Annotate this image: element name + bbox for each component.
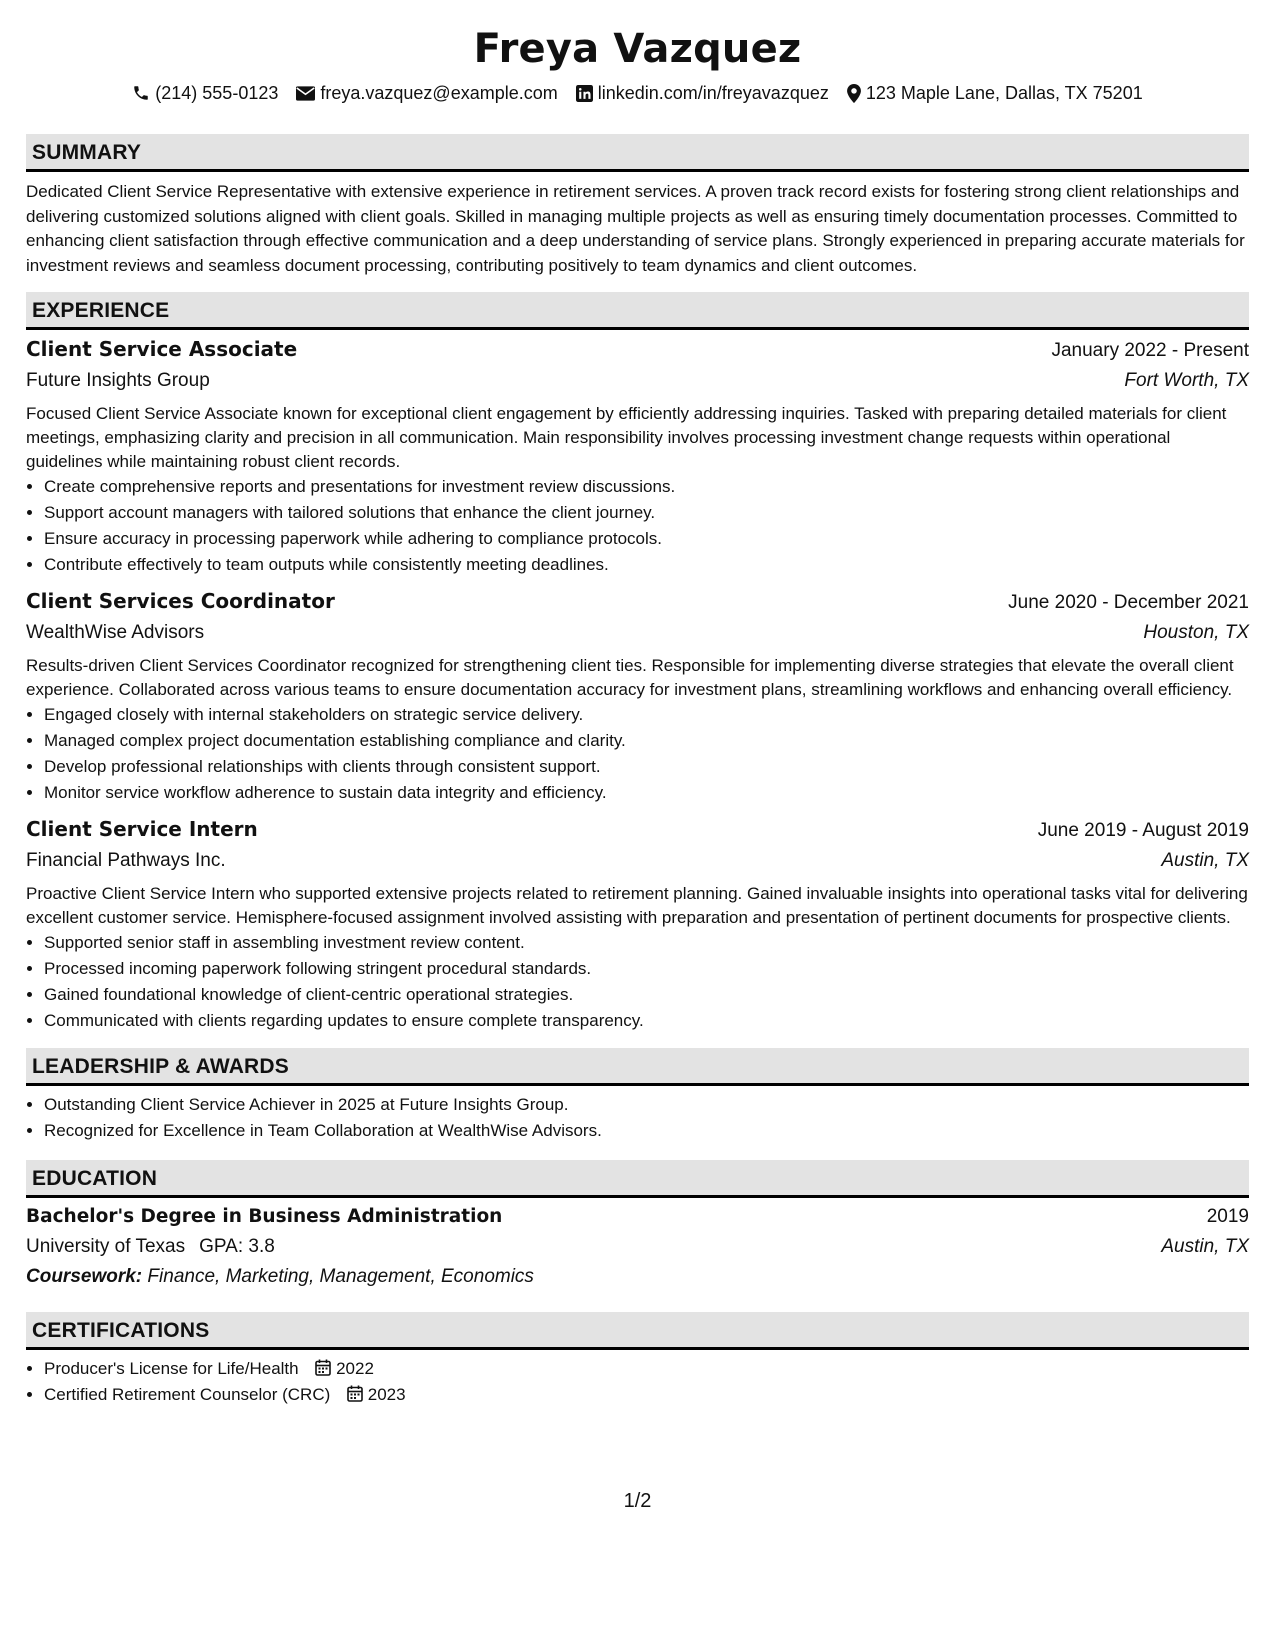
phone-icon xyxy=(132,84,150,102)
job-company: Financial Pathways Inc. xyxy=(26,850,226,871)
job-location: Austin, TX xyxy=(1161,850,1249,871)
coursework-label: Coursework: xyxy=(26,1266,143,1287)
list-item: • Ensure accuracy in processing paperwork while adhering to compliance protocols. xyxy=(44,526,1249,552)
list-item: • Outstanding Client Service Achiever in 2025 at Future Insights Group. xyxy=(44,1092,1249,1118)
list-item xyxy=(44,1356,1249,1382)
job-title: Client Service Associate xyxy=(26,337,298,361)
list-item: • Supported senior staff in assembling investment review content. xyxy=(44,930,1249,956)
contact-address: 123 Maple Lane, Dallas, TX 75201 xyxy=(847,80,1143,106)
job-company: WealthWise Advisors xyxy=(26,622,205,643)
contact-email[interactable]: freya.vazquez@example.com xyxy=(296,80,557,106)
calendar-icon xyxy=(347,1385,368,1404)
list-item: • Contribute effectively to team outputs while consistently meeting deadlines. xyxy=(44,552,1249,578)
job-location: Fort Worth, TX xyxy=(1124,370,1249,391)
certifications-section xyxy=(26,1350,1249,1408)
job-date: January 2022 - Present xyxy=(1051,340,1249,361)
list-item: • Develop professional relationships with clients through consistent support. xyxy=(44,754,1249,780)
experience-section xyxy=(26,330,1249,1034)
job-bullets xyxy=(26,702,1249,806)
candidate-name: Freya Vazquez xyxy=(473,26,802,72)
coursework-line xyxy=(26,1262,1249,1292)
job-entry xyxy=(26,586,1249,806)
calendar-icon xyxy=(315,1359,336,1378)
linkedin-icon xyxy=(576,85,593,102)
job-location: Houston, TX xyxy=(1143,622,1249,643)
contact-bar xyxy=(26,80,1249,106)
job-date: June 2020 - December 2021 xyxy=(1008,592,1249,613)
list-item: • Gained foundational knowledge of client-centric operational strategies. xyxy=(44,982,1249,1008)
job-bullets xyxy=(26,930,1249,1034)
job-entry xyxy=(26,814,1249,1034)
summary-heading: SUMMARY xyxy=(26,134,1249,172)
school-name: University of Texas xyxy=(26,1236,186,1257)
list-item: • Create comprehensive reports and presentations for investment review discussions. xyxy=(44,474,1249,500)
education-section xyxy=(26,1198,1249,1292)
list-item: • Engaged closely with internal stakeholders on strategic service delivery. xyxy=(44,702,1249,728)
job-description: Proactive Client Service Intern who supported extensive projects related to retirement planning. Gained invaluable insights into operational tasks vital for delivering excellent customer service. Hemisphere-focused assignment involved assisting with preparation and presentation of pertinent documents for prospective clients. xyxy=(26,884,1248,927)
job-title: Client Service Intern xyxy=(26,817,258,841)
certification-name: Certified Retirement Counselor (CRC) xyxy=(44,1385,331,1404)
gpa: GPA: 3.8 xyxy=(199,1236,275,1257)
certification-year: 2022 xyxy=(336,1359,374,1378)
contact-linkedin[interactable]: linkedin.com/in/freyavazquez xyxy=(576,80,829,106)
education-heading: EDUCATION xyxy=(26,1160,1249,1198)
map-pin-icon xyxy=(847,84,861,103)
list-item: • Communicated with clients regarding updates to ensure complete transparency. xyxy=(44,1008,1249,1034)
summary-text: Dedicated Client Service Representative with extensive experience in retirement services. A proven track record exists for fostering strong client relationships and delivering customized solutions aligned with client goals. Skilled in managing multiple projects as well as ensuring timely documentation processes. Committed to enhancing client satisfaction through effective communication and a deep understanding of service plans. Strongly experienced in preparing accurate materials for investment reviews and seamless document processing, contributing positively to team dynamics and client outcomes. xyxy=(26,182,1245,275)
certifications-heading: CERTIFICATIONS xyxy=(26,1312,1249,1350)
certification-year: 2023 xyxy=(367,1385,406,1404)
graduation-year: 2019 xyxy=(1206,1206,1249,1227)
job-description: Focused Client Service Associate known for exceptional client engagement by efficiently addressing inquiries. Tasked with preparing detailed materials for client meetings, emphasizing clarity and precision in all communication. Main responsibility involves processing investment change requests within operational guidelines while maintaining robust client records. xyxy=(26,404,1227,471)
degree-title: Bachelor's Degree in Business Administration xyxy=(26,1206,503,1227)
school-location: Austin, TX xyxy=(1161,1236,1249,1257)
job-description: Results-driven Client Services Coordinator recognized for strengthening client ties. Responsible for implementing diverse strategies that elevate the overall client experience. Collaborated across various teams to ensure documentation accuracy for investment plans, streamlining workflows and enhancing overall efficiency. xyxy=(26,656,1234,699)
page-number: 1/2 xyxy=(623,1490,652,1512)
envelope-icon xyxy=(296,86,315,101)
job-title: Client Services Coordinator xyxy=(26,589,335,613)
awards-section xyxy=(26,1086,1249,1144)
coursework-list: Finance, Marketing, Management, Economics xyxy=(147,1266,534,1287)
certification-name: Producer's License for Life/Health xyxy=(44,1359,299,1378)
list-item: • Processed incoming paperwork following stringent procedural standards. xyxy=(44,956,1249,982)
contact-phone: (214) 555-0123 xyxy=(132,80,278,106)
list-item: • Managed complex project documentation establishing compliance and clarity. xyxy=(44,728,1249,754)
list-item xyxy=(44,1382,1249,1408)
list-item: • Monitor service workflow adherence to sustain data integrity and efficiency. xyxy=(44,780,1249,806)
list-item: • Support account managers with tailored solutions that enhance the client journey. xyxy=(44,500,1249,526)
job-bullets xyxy=(26,474,1249,578)
experience-heading: EXPERIENCE xyxy=(26,292,1249,330)
job-date: June 2019 - August 2019 xyxy=(1037,820,1249,841)
summary-section xyxy=(26,172,1249,278)
school-line xyxy=(26,1233,275,1261)
job-entry xyxy=(26,334,1249,578)
awards-heading: LEADERSHIP & AWARDS xyxy=(26,1048,1249,1086)
list-item: • Recognized for Excellence in Team Collaboration at WealthWise Advisors. xyxy=(44,1118,1249,1144)
awards-list xyxy=(26,1092,1249,1144)
job-company: Future Insights Group xyxy=(26,370,210,391)
certifications-list xyxy=(26,1356,1249,1408)
